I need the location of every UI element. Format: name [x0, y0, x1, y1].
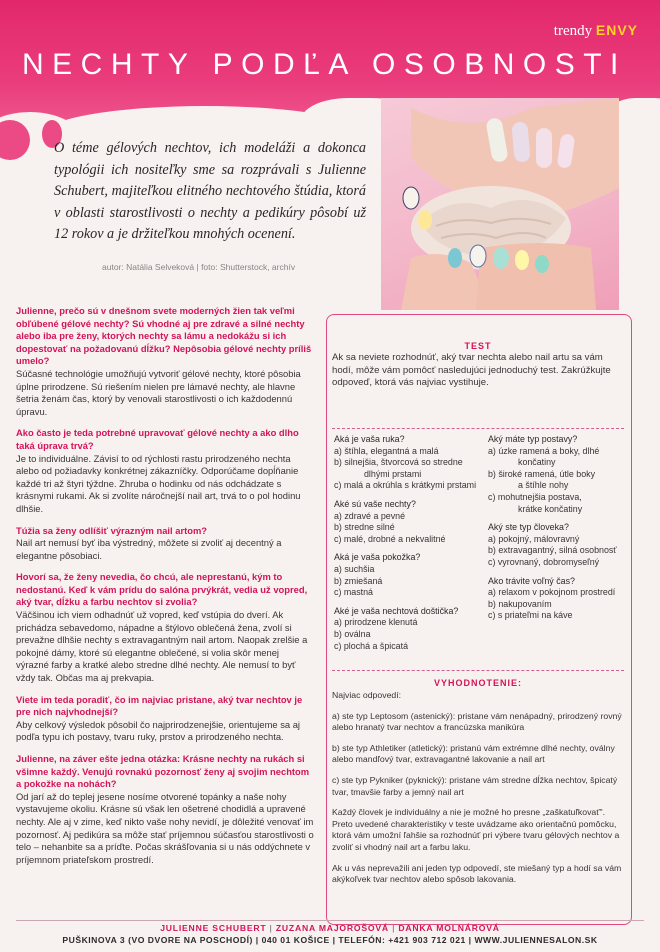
footer-name: DANKA MOLNÁROVÁ [398, 923, 500, 933]
brand-prefix: trendy [553, 23, 593, 39]
test-option: a) relaxom v pokojnom prostredí [488, 587, 616, 598]
answer-3: Nail art nemusí byť iba výstredný, môžete si zvoliť aj decentný a elegantne pôsobiaci. [16, 537, 282, 561]
question-3: Túžia sa ženy odlíšiť výrazným nail artom? [16, 524, 208, 536]
test-option: b) nakupovaním [488, 598, 552, 609]
test-questions-left [334, 434, 484, 652]
test-option: a) úzke ramená a boky, dlhé [488, 445, 600, 456]
interview-column [16, 305, 314, 875]
test-option: c) mastná [334, 587, 373, 598]
footer-name: JULIENNE SCHUBERT [160, 923, 267, 933]
test-option: krátke končatiny [518, 503, 583, 514]
brand-name: ENVY [595, 22, 638, 38]
test-question: Aká je vaša pokožka? [334, 552, 421, 563]
test-option: končatiny [518, 457, 556, 468]
test-option: b) stredne silné [334, 522, 395, 533]
evaluation-title: VYHODNOTENIE: [433, 678, 522, 688]
brand-logo [554, 22, 638, 40]
test-option: a) štíhla, elegantná a malá [334, 445, 439, 456]
evaluation-paragraph: Najviac odpovedí: [332, 690, 402, 700]
test-question: Aký ste typ človeka? [488, 522, 569, 533]
answer-2: Je to individuálne. Závisí to od rýchlosti rastu prirodzeného nechta alebo od požiadavky konkrétnej zákazníčky. Odporúčame dopĺňanie každé tri až štyri týždne. Zhruba o hodinku od nás odchádzate s krásnymi rukami. Ak si zvolíte náročnejší nail art, trvá to o pol hodinu dlhšie. [16, 452, 301, 514]
test-option: b) oválna [334, 628, 371, 639]
test-option: c) malá a okrúhla s krátkymi prstami [334, 480, 477, 491]
test-option: b) extravagantný, silná osobnosť [488, 545, 617, 556]
author-credit: autor: Natália Selveková | foto: Shutterstock, archív [102, 262, 296, 272]
page-title: NECHTY PODĽA OSOBNOSTI [22, 48, 627, 81]
test-option: c) plochá a špicatá [334, 640, 408, 651]
hands-shell-photo [381, 98, 619, 310]
question-2: Ako často je teda potrebné upravovať gélové nechty a ako dlho taká úprava trvá? [16, 427, 299, 451]
answer-1: Súčasné technológie umožňujú vytvoriť gélové nechty, ktoré pôsobia úplne prirodzene. Sú riešením nielen pre lámavé nechty, ale hlavne šetria ženám čas, ktorý by venovali starostlivosti o ich každodennú úpravu. [16, 367, 301, 417]
test-intro: Ak sa neviete rozhodnúť, aký tvar nechta alebo nail artu sa vám hodí, môže vám pomôcť nasledujúci jednoduchý test. Zakrúžkujte odpoveď, ktorá vás najviac vystihuje. [332, 352, 611, 388]
test-question: Aká je vaša ruka? [334, 434, 405, 444]
intro-paragraph: O téme gélových nechtov, ich modeláži a dokonca typológii ich nositeľky sme sa rozprávali s Julienne Schubert, majiteľkou elitného nechtového štúdia, ktorá v oblasti starostlivosti o nechty a pedikúry pôsobí už 12 rokov a je držiteľkou mnohých ocenení. [54, 140, 366, 242]
footer-address: PUŠKINOVA 3 (VO DVORE NA POSCHODÍ) | 040 01 KOŠICE | TELEFÓN: +421 903 712 021 | WWW.JULIENNESALON.SK [62, 935, 598, 945]
test-question: Aké je vaša nechtová doštička? [334, 605, 459, 616]
test-divider-bottom [332, 670, 624, 672]
answer-4: Väčšinou ich viem odhadnúť už vopred, keď vstúpia do dverí. Ak prichádza sebavedomo, nápadne a štýlovo oblečená žena, zvolí si prevažne dlhšie nechty s extravagantným nail artom. Naopak zrelšie a pokojné dámy, ktoré sú elegantne oblečené, si volia skôr menej výrazné farby a kratké alebo stredne dlhé nechty. Ale nemusí to byť vždy tak. Občas ma aj prekvapia. [16, 609, 308, 684]
evaluation-paragraph: b) ste typ Athletiker (atletický): pristanú vám extrémne dlhé nechty, oválny alebo mandľový tvar, extravagantné lakovanie a nail art [332, 742, 615, 765]
test-option: a) zdravé a pevné [334, 510, 406, 521]
test-question: Aké sú vaše nechty? [334, 498, 416, 509]
test-option: b) široké ramená, útle boky [488, 468, 596, 479]
question-6: Julienne, na záver ešte jedna otázka: Krásne nechty na rukách si všimne každý. Venujú rovnakú pozornosť ženy aj svojim nechtom a pokožke na nohách? [16, 753, 310, 790]
test-option: c) malé, drobné a nekvalitné [334, 533, 446, 544]
test-option: b) zmiešaná [334, 575, 383, 586]
test-option: a) suchšia [334, 563, 375, 574]
footer-divider [16, 920, 644, 921]
test-divider-top [332, 428, 624, 430]
answer-6: Od jarí až do teplej jesene nosíme otvorené topánky a naše nohy vystavujeme okoliu. Krásne sú však len ošetrené chodidlá a upravené nechty. Ale aj v zime, keď nikto vaše nohy nevidí, je dôležité venovať im pozornosť. Aj pedikúra sa môže stať príjemnou súčasťou starostlivosti o telo – nehanbite sa a príďte. Počas skrášľovania si u nás oddýchnete v príjemnom priateľskom prostredí. [16, 790, 314, 865]
test-option: c) s priateľmi na káve [488, 610, 573, 621]
question-4: Hovorí sa, že ženy nevedia, čo chcú, ale neprestanú, kým to nedostanú. Keď k vám prídu do salóna prvýkrát, vedia už vopred, aký tvar, dĺžku a farbu nechtov si zvolia? [16, 571, 308, 608]
evaluation-paragraph: Ak u vás neprevažili ani jeden typ odpovedí, ste miešaný typ a hodí sa vám akýkoľvek tvar nechtov alebo spôsob lakovania. [332, 862, 622, 885]
test-option: dlhými prstami [364, 468, 422, 479]
test-question: Aký máte typ postavy? [488, 434, 578, 444]
evaluation-paragraph: c) ste typ Pykniker (pyknický): pristane vám stredne dĺžka nechtov, špicatý tvar, tmavšie farby a jemný nail art [332, 774, 618, 797]
hands-illustration [381, 98, 619, 310]
evaluation-body [332, 690, 624, 895]
footer-name: ZUZANA MAJOROŠOVÁ [275, 923, 389, 933]
test-questions-right [488, 434, 628, 622]
test-option: a) pokojný, málovravný [488, 533, 580, 544]
question-5: Viete im teda poradiť, čo im najviac pristane, aký tvar nechtov je pre nich najvhodnejší? [16, 693, 303, 718]
test-option: b) silnejšia, štvorcová so stredne [334, 457, 463, 468]
evaluation-paragraph: Každý človek je individuálny a nie je možné ho presne „zaškatuľkovať". Preto uvedené charakteristiky v teste uvádzame ako orientačnú pomôcku, ktorá vám umožní ľahšie sa rozhodnúť pri výbere tvaru gélových nechtov a zvoliť si vhodný nail art a farbu laku. [332, 807, 620, 852]
answer-5: Aby celkový výsledok pôsobil čo najprirodzenejšie, orientujeme sa aj podľa typu ich postavy, tvaru ruky, prstov a prirodzeného nechta. [16, 718, 301, 743]
test-title: TEST [464, 341, 492, 351]
test-option: a štíhle nohy [518, 480, 569, 491]
evaluation-paragraph: a) ste typ Leptosom (astenický): pristane vám nenápadný, prirodzený rovný alebo hranatý tvar nechtov a francúzska manikúra [332, 710, 622, 733]
footer-names: JULIENNE SCHUBERT | ZUZANA MAJOROŠOVÁ | DANKA MOLNÁROVÁ [160, 923, 500, 933]
test-option: a) prirodzene klenutá [334, 617, 418, 628]
test-option: c) mohutnejšia postava, [488, 491, 582, 502]
question-1: Julienne, prečo sú v dnešnom svete moderných žien tak veľmi obľúbené gélové nechty? Sú vhodné aj pre zdravé a silné nechty alebo iba pre ženy, ktorých nechty sa lámu a nedokážu si ich dopestovať na požadovanú dĺžku? Nepôsobia gélové nechty príliš umelo? [16, 305, 312, 367]
test-option: c) vyrovnaný, dobromyseľný [488, 556, 600, 567]
test-question: Ako trávite voľný čas? [488, 575, 575, 586]
